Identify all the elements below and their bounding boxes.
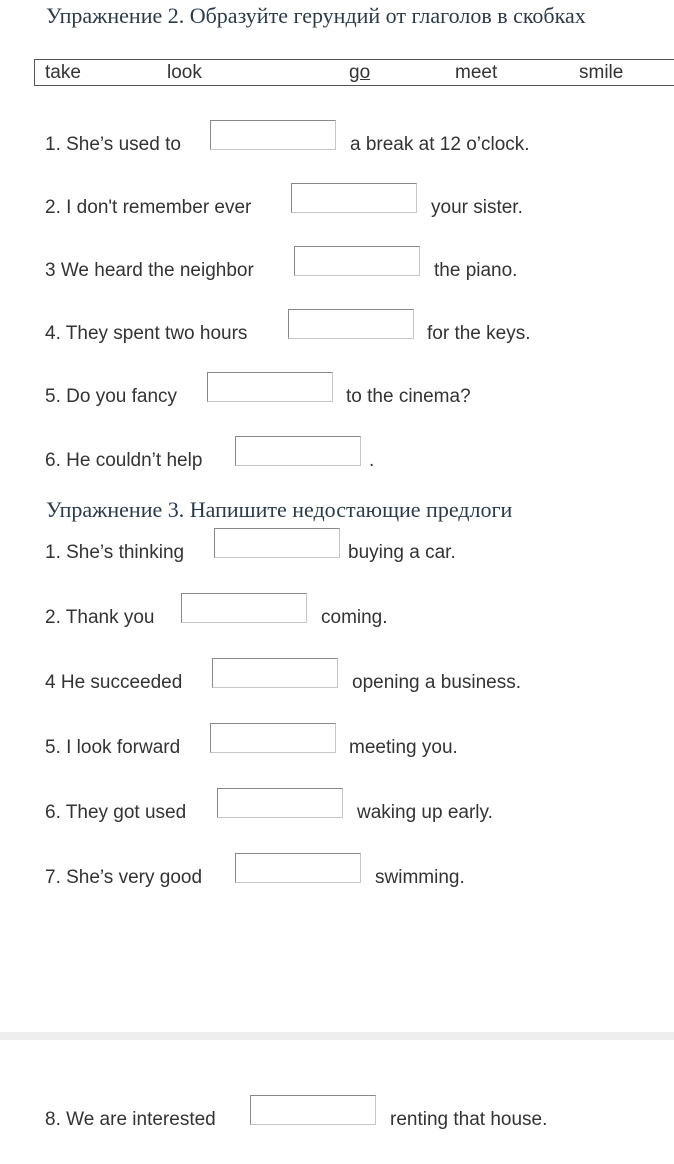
sentence-start: 4 He succeeded	[45, 672, 183, 693]
answer-input[interactable]	[291, 183, 417, 213]
exercise-2-title: Упражнение 2. Образуйте герундий от глаголов в скобках	[46, 3, 586, 28]
exercise-3-item-4	[0, 723, 674, 763]
answer-input[interactable]	[207, 372, 333, 402]
sentence-start: 1. She’s thinking	[45, 542, 185, 563]
sentence-end: renting that house.	[390, 1109, 548, 1130]
sentence-start: 5. Do you fancy	[45, 386, 178, 407]
exercise-3-title: Упражнение 3. Напишите недостающие предлоги	[46, 497, 513, 522]
exercise-2-item-4	[0, 309, 674, 349]
answer-input[interactable]	[288, 309, 414, 339]
sentence-start: 6. He couldn’t help	[45, 450, 203, 471]
word-bank-item: look	[167, 62, 202, 83]
exercise-2-item-3	[0, 246, 674, 286]
sentence-end: coming.	[321, 607, 388, 628]
answer-input[interactable]	[214, 528, 340, 558]
sentence-end: your sister.	[431, 197, 523, 218]
answer-input[interactable]	[294, 246, 420, 276]
page-divider	[0, 1032, 674, 1040]
sentence-end: to the cinema?	[346, 386, 471, 407]
answer-input[interactable]	[212, 658, 338, 688]
exercise-2-item-5	[0, 372, 674, 412]
answer-input[interactable]	[217, 788, 343, 818]
exercise-2-item-2	[0, 183, 674, 223]
exercise-3-item-1	[0, 528, 674, 568]
sentence-start: 5. I look forward	[45, 737, 181, 758]
sentence-end: buying a car.	[348, 542, 456, 563]
sentence-end: .	[369, 450, 375, 471]
exercise-3-item-7	[0, 1095, 674, 1135]
sentence-start: 8. We are interested	[45, 1109, 216, 1130]
sentence-end: swimming.	[375, 867, 465, 888]
sentence-end: opening a business.	[352, 672, 522, 693]
sentence-end: for the keys.	[427, 323, 531, 344]
sentence-start: 3 We heard the neighbor	[45, 260, 254, 281]
sentence-start: 6. They got used	[45, 802, 187, 823]
sentence-start: 2. Thank you	[45, 607, 155, 628]
sentence-start: 1. She’s used to	[45, 134, 181, 155]
exercise-2-item-1	[0, 120, 674, 160]
word-bank	[34, 59, 674, 86]
answer-input[interactable]	[235, 436, 361, 466]
answer-input[interactable]	[210, 723, 336, 753]
answer-input[interactable]	[210, 120, 336, 150]
sentence-end: meeting you.	[349, 737, 458, 758]
answer-input[interactable]	[235, 853, 361, 883]
answer-input[interactable]	[181, 593, 307, 623]
sentence-end: the piano.	[434, 260, 518, 281]
exercise-3-item-5	[0, 788, 674, 828]
word-bank-item: go	[349, 62, 371, 83]
sentence-end: a break at 12 o’clock.	[350, 134, 530, 155]
exercise-3-item-6	[0, 853, 674, 893]
exercise-3-item-3	[0, 658, 674, 698]
exercise-3-item-2	[0, 593, 674, 633]
sentence-start: 7. She’s very good	[45, 867, 203, 888]
sentence-start: 2. I don't remember ever	[45, 197, 252, 218]
word-bank-item: take	[45, 62, 81, 83]
word-bank-item: smile	[579, 62, 624, 83]
exercise-2-item-6	[0, 436, 674, 476]
sentence-end: waking up early.	[357, 802, 493, 823]
answer-input[interactable]	[250, 1095, 376, 1125]
word-bank-item: meet	[455, 62, 498, 83]
sentence-start: 4. They spent two hours	[45, 323, 248, 344]
